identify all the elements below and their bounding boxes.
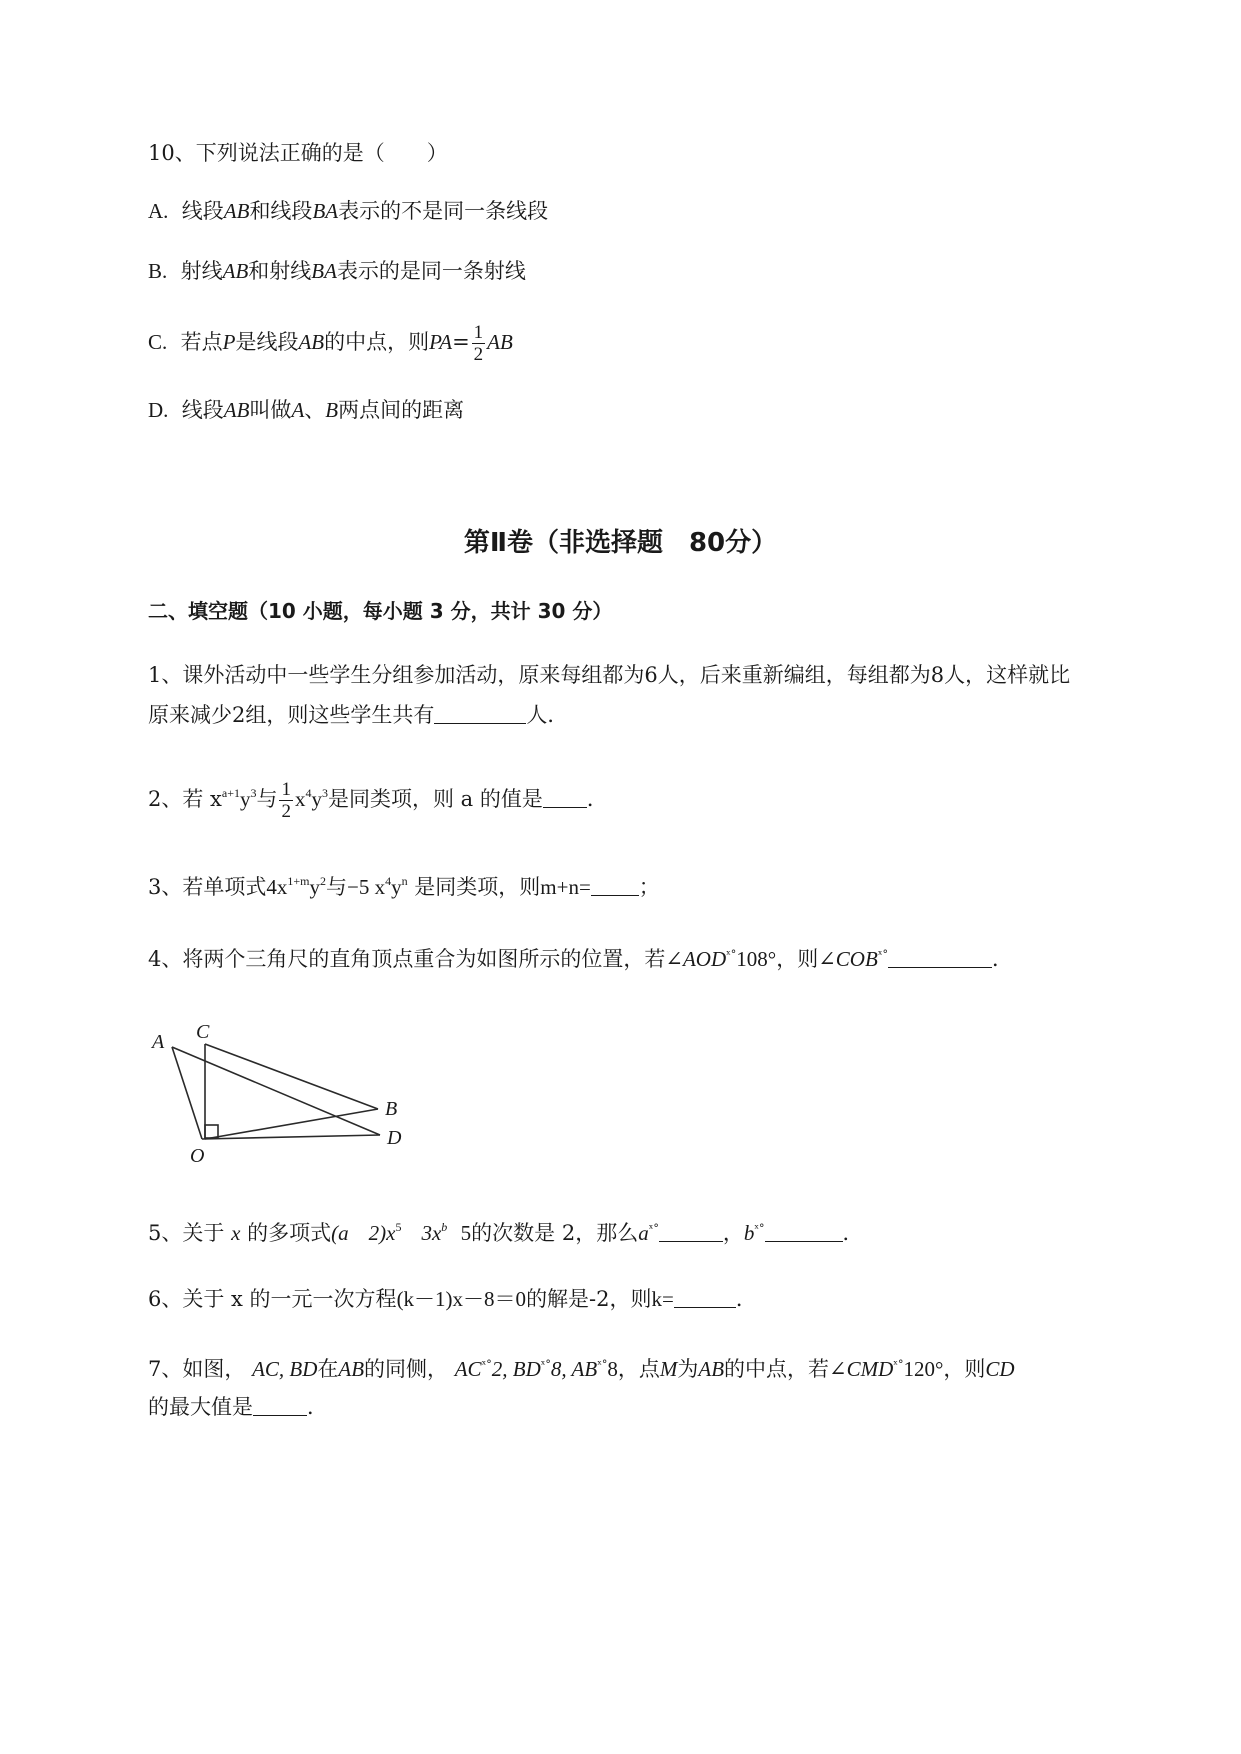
answer-blank[interactable] (674, 1287, 736, 1308)
label-o: O (190, 1145, 205, 1167)
question-1-line1: 1、课外活动中一些学生分组参加活动，原来每组都为6人，后来重新编组，每组都为8人，这样就比 (148, 663, 1071, 687)
question-10-stem: 10、下列说法正确的是（ ） (148, 141, 448, 165)
question-1-line2: 原来减少2组，则这些学生共有 人． (148, 703, 569, 727)
fraction-one-half: $\frac{1}{2}$ (473, 322, 484, 365)
section-title: 第Ⅱ卷（非选择题 80分） (463, 528, 778, 558)
question-5: 5、关于 x 的多项式(a $2)x^5$ $3x^b$ 5的次数是 2，那么$a^{ˣ^\circ}$ ，$b^{ˣ^\circ}$ ． (148, 1220, 864, 1245)
option-d: D. 线段AB叫做A、B两点间的距离 (148, 398, 465, 422)
triangle-figure (140, 1005, 440, 1170)
option-b: B. 射线AB和射线BA表示的是同一条射线 (148, 259, 526, 283)
question-6: 6、关于 x 的一元一次方程(k－1)x－8＝0的解是-2，则k= ． (148, 1287, 757, 1311)
part-heading: 二、填空题（10 小题，每小题 3 分，共计 30 分） (148, 599, 613, 623)
answer-blank[interactable] (253, 1395, 307, 1416)
question-3: 3、若单项式$4x^{1+m}y^2$与−5 $x^4y^n$ 是同类项，则m+n= ； (148, 874, 660, 899)
label-b: B (385, 1098, 398, 1120)
question-4: 4、将两个三角尺的直角顶点重合为如图所示的位置，若$\angle AOD^{ˣ^\circ}108^\circ$，则$\angle COB^{ˣ^\circ}$ ． (148, 947, 1013, 971)
label-a: A (152, 1031, 165, 1053)
question-7-line1: 7、如图， AC, BD在AB的同侧， $AC^{ˣ^\circ}2$, $BD^{ˣ^\circ}8$, $AB^{ˣ^\circ}8$，点M为AB的中点，若$\angle CMD^{ˣ^\circ}120^\circ$，则CD (148, 1357, 1015, 1381)
question-2: 2、若 $x^{a+1}y^3$与 $\frac{1}{2}$ $x^4y^3$是同类项，则 a 的值是 ． (148, 779, 608, 822)
answer-blank[interactable] (434, 703, 526, 724)
answer-blank[interactable] (591, 875, 639, 896)
label-c: C (196, 1021, 210, 1043)
answer-blank[interactable] (888, 947, 992, 968)
option-a: A. 线段AB和线段BA表示的不是同一条线段 (148, 199, 549, 223)
question-7-line2: 的最大值是 ． (148, 1395, 328, 1419)
option-c: C. 若点P是线段AB的中点，则PA= $\frac{1}{2}$ AB (148, 322, 513, 365)
answer-blank[interactable] (765, 1221, 843, 1242)
fraction-one-half: $\frac{1}{2}$ (281, 779, 291, 822)
label-d: D (387, 1127, 402, 1149)
answer-blank[interactable] (543, 787, 587, 808)
answer-blank[interactable] (659, 1221, 723, 1242)
